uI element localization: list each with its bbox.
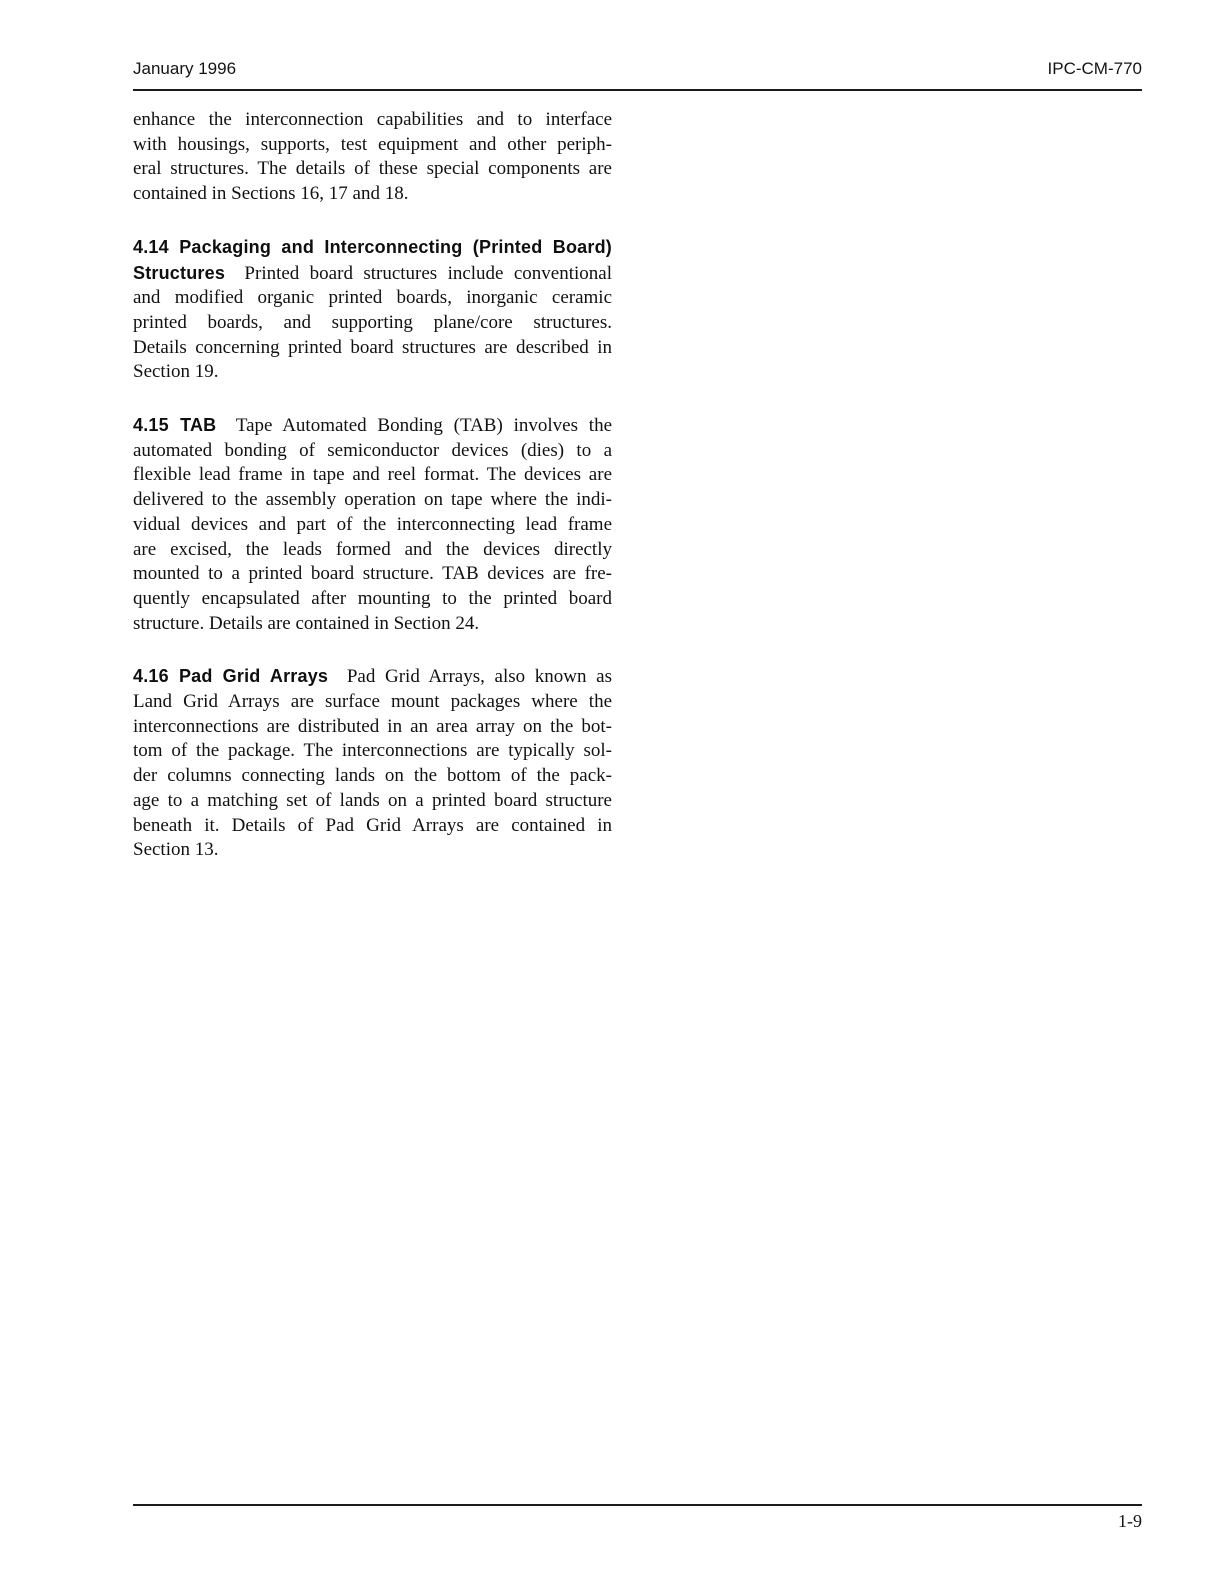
header-date: January 1996 [133,59,237,78]
body-text: age to a matching set of lands on a printed board structure [133,789,612,811]
body-text: delivered to the assembly operation on tape where the indi- [133,489,612,511]
text-line [133,690,612,715]
footer-rule [133,1504,1142,1506]
text-line [133,108,612,133]
body-text: beneath it. Details of Pad Grid Arrays are contained in [133,814,612,836]
text-line [133,538,612,563]
text-line [133,715,612,740]
text-line [133,739,612,764]
body-text: Section 19. [133,361,219,383]
text-line [133,439,612,464]
body-text: quently encapsulated after mounting to the printed board [133,587,612,609]
text-line [133,413,612,439]
text-line [133,814,612,839]
page-number: 1-9 [1118,1511,1142,1531]
text-column [133,108,612,863]
text-line [133,513,612,538]
text-line [133,286,612,311]
body-text: automated bonding of semiconductor devices (dies) to a [133,439,612,461]
text-line [133,261,612,287]
body-text: with housings, supports, test equipment and other periph- [133,133,612,155]
text-line [133,311,612,336]
body-text: eral structures. The details of these special components are [133,158,612,180]
section-heading: Structures [133,262,226,283]
paragraph [133,664,612,863]
body-text: Land Grid Arrays are surface mount packages where the [133,691,612,713]
body-text: interconnections are distributed in an area array on the bot- [133,715,612,737]
body-text: enhance the interconnection capabilities and to interface [133,109,612,130]
header-doc-number: IPC-CM-770 [1047,59,1142,78]
body-text: tom of the package. The interconnections are typically sol- [133,740,612,762]
text-line [133,488,612,513]
body-text: Pad Grid Arrays, also known as [346,666,613,688]
paragraph [133,413,612,636]
body-text: mounted to a printed board structure. TAB devices are fre- [133,563,612,585]
text-line [133,360,612,385]
text-line [133,463,612,488]
text-line [133,235,612,261]
body-text: vidual devices and part of the interconnecting lead frame [133,513,612,535]
section-heading: 4.15 TAB [133,415,217,436]
body-text: are excised, the leads formed and the devices directly [133,538,612,560]
text-line [133,182,612,207]
text-line [133,587,612,612]
text-line [133,562,612,587]
text-line [133,133,612,158]
text-line [133,789,612,814]
body-text: Tape Automated Bonding (TAB) involves the [235,415,612,437]
body-text: Details concerning printed board structures are described in [133,336,612,358]
paragraph [133,235,612,385]
text-line [133,664,612,690]
paragraph [133,108,612,207]
header-rule [133,89,1142,91]
body-text: and modified organic printed boards, inorganic ceramic [133,287,612,309]
body-text: contained in Sections 16, 17 and 18. [133,183,409,205]
body-text: Printed board structures include conventional [244,262,613,284]
text-line [133,612,612,637]
text-line [133,336,612,361]
section-heading: 4.16 Pad Grid Arrays [133,666,329,687]
text-line [133,838,612,863]
text-line [133,764,612,789]
page-footer [1118,1511,1142,1532]
section-heading: 4.14 Packaging and Interconnecting (Printed Board) [133,236,612,257]
body-text: structure. Details are contained in Section 24. [133,612,480,634]
body-text: der columns connecting lands on the bottom of the pack- [133,765,612,787]
page-header [133,59,1142,79]
text-line [133,157,612,182]
body-text: printed boards, and supporting plane/core structures. [133,311,612,333]
body-text: flexible lead frame in tape and reel format. The devices are [133,464,612,486]
body-text: Section 13. [133,839,219,861]
